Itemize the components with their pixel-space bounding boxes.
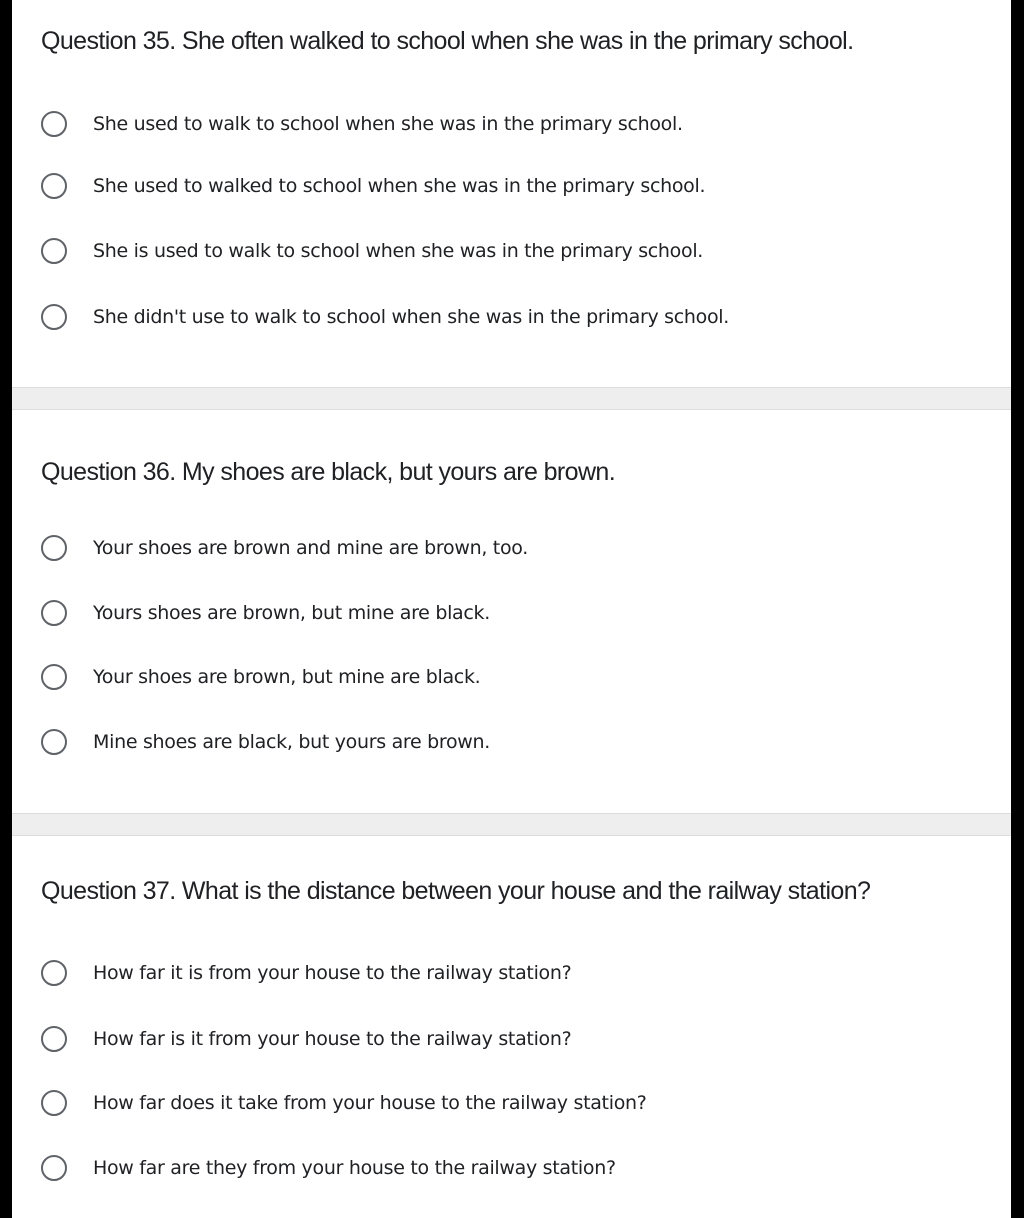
option-label: How far is it from your house to the railway station?: [93, 1028, 572, 1050]
radio-option[interactable]: [41, 300, 729, 334]
radio-option[interactable]: [41, 1086, 647, 1120]
option-label: Mine shoes are black, but yours are brown.: [93, 731, 491, 753]
radio-option[interactable]: [41, 956, 571, 990]
option-label: She used to walked to school when she was in the primary school.: [93, 175, 706, 197]
option-label: How far are they from your house to the railway station?: [93, 1157, 616, 1179]
question-card-37: [12, 835, 1011, 1218]
radio-option[interactable]: [41, 1022, 571, 1056]
radio-option[interactable]: [41, 107, 683, 141]
question-title: Question 37. What is the distance between your house and the railway station?: [41, 877, 871, 905]
radio-option[interactable]: [41, 596, 490, 630]
radio-circle-icon[interactable]: [41, 173, 67, 199]
question-card-35: [12, 0, 1011, 388]
option-label: She is used to walk to school when she was in the primary school.: [93, 240, 704, 262]
option-label: Yours shoes are brown, but mine are black.: [93, 602, 490, 624]
option-label: How far it is from your house to the railway station?: [93, 962, 572, 984]
question-title: Question 36. My shoes are black, but yours are brown.: [41, 458, 616, 486]
radio-circle-icon[interactable]: [41, 1090, 67, 1116]
radio-circle-icon[interactable]: [41, 664, 67, 690]
option-label: How far does it take from your house to the railway station?: [93, 1092, 647, 1114]
radio-circle-icon[interactable]: [41, 1155, 67, 1181]
radio-option[interactable]: [41, 234, 703, 268]
radio-circle-icon[interactable]: [41, 1026, 67, 1052]
radio-circle-icon[interactable]: [41, 600, 67, 626]
question-card-36: [12, 409, 1011, 814]
radio-circle-icon[interactable]: [41, 960, 67, 986]
radio-circle-icon[interactable]: [41, 535, 67, 561]
question-title: Question 35. She often walked to school when she was in the primary school.: [41, 27, 854, 55]
option-label: She used to walk to school when she was in the primary school.: [93, 113, 683, 135]
radio-circle-icon[interactable]: [41, 304, 67, 330]
radio-circle-icon[interactable]: [41, 729, 67, 755]
radio-circle-icon[interactable]: [41, 238, 67, 264]
radio-option[interactable]: [41, 660, 480, 694]
option-label: Your shoes are brown, but mine are black.: [93, 666, 481, 688]
form-page: [12, 0, 1011, 1218]
option-label: She didn't use to walk to school when she was in the primary school.: [93, 306, 730, 328]
radio-option[interactable]: [41, 169, 705, 203]
option-label: Your shoes are brown and mine are brown, too.: [93, 537, 529, 559]
radio-option[interactable]: [41, 725, 490, 759]
radio-circle-icon[interactable]: [41, 111, 67, 137]
radio-option[interactable]: [41, 1151, 616, 1185]
radio-option[interactable]: [41, 531, 528, 565]
